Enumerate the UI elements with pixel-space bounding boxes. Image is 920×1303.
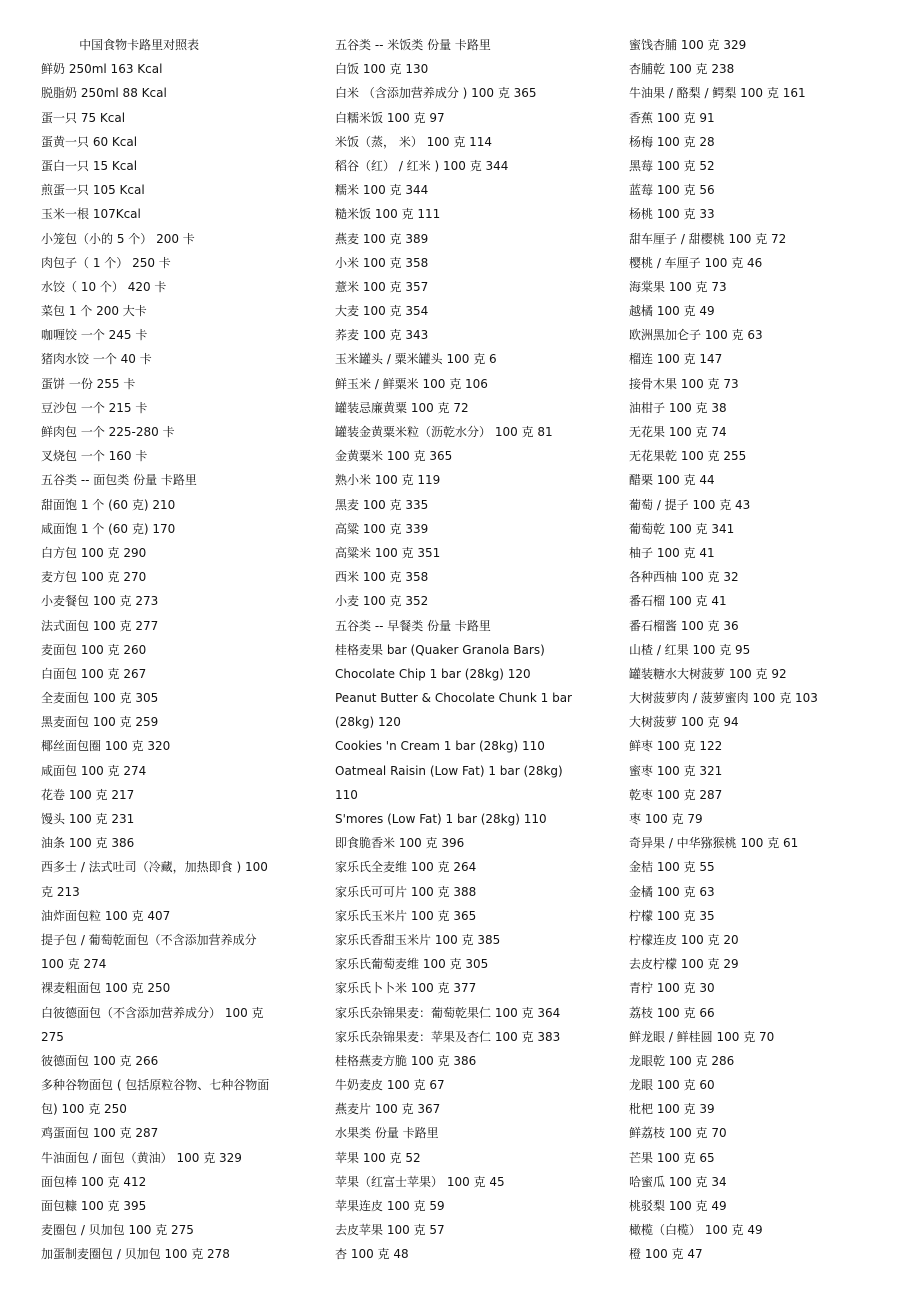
calorie-entry: 家乐氏杂锦果麦：葡萄乾果仁 100 克 364 (335, 1005, 561, 1020)
calorie-entry: 小米 100 克 358 (335, 255, 429, 270)
calorie-entry: 罐装糖水大树菠萝 100 克 92 (629, 666, 787, 681)
calorie-entry: 杏 100 克 48 (335, 1247, 409, 1262)
calorie-entry: 提子包 / 葡萄乾面包（不含添加营养成分 (41, 932, 257, 947)
calorie-entry: 高粱 100 克 339 (335, 521, 429, 536)
calorie-entry: 275 (41, 1029, 64, 1044)
calorie-entry: 桃驳梨 100 克 49 (629, 1199, 727, 1213)
calorie-entry: 玉米一根 107Kcal (41, 207, 141, 222)
calorie-entry: 菜包 1 个 200 大卡 (41, 304, 147, 319)
calorie-entry: (28kg) 120 (335, 715, 401, 730)
calorie-entry: 葡萄 / 提子 100 克 43 (629, 497, 751, 512)
calorie-entry: 白彼德面包（不含添加营养成分） 100 克 (41, 1005, 264, 1020)
calorie-entry: 杨桃 100 克 33 (629, 207, 715, 222)
calorie-entry: 油条 100 克 386 (41, 836, 135, 851)
calorie-entry: 花卷 100 克 217 (41, 787, 135, 802)
calorie-entry: 香蕉 100 克 91 (629, 110, 715, 125)
calorie-entry: 黑麦 100 克 335 (335, 497, 429, 512)
calorie-entry: 法式面包 100 克 277 (41, 618, 159, 633)
calorie-entry: 大麦 100 克 354 (335, 304, 429, 319)
calorie-entry: 家乐氏葡萄麦维 100 克 305 (335, 957, 489, 972)
calorie-entry: 金橘 100 克 63 (629, 884, 715, 899)
calorie-entry: 糯米 100 克 344 (335, 183, 429, 198)
calorie-entry: 薏米 100 克 357 (335, 279, 429, 294)
calorie-entry: 牛奶麦皮 100 克 67 (335, 1078, 445, 1093)
calorie-entry: Cookies 'n Cream 1 bar (28kg) 110 (335, 739, 545, 754)
calorie-entry: 110 (335, 787, 358, 802)
column-left (41, 33, 323, 1267)
calorie-entry: 鲜玉米 / 鲜粟米 100 克 106 (335, 376, 488, 391)
calorie-entry: 加蛋制麦圈包 / 贝加包 100 克 278 (41, 1247, 230, 1262)
calorie-entry: 柠檬 100 克 35 (629, 908, 715, 923)
calorie-entry: 彼德面包 100 克 266 (41, 1053, 159, 1068)
calorie-entry: Oatmeal Raisin (Low Fat) 1 bar (28kg) (335, 763, 563, 778)
calorie-entry: 白饭 100 克 130 (335, 62, 429, 77)
calorie-entry: 鲜肉包 一个 225-280 卡 (41, 425, 175, 439)
calorie-entry: 橄榄（白榄） 100 克 49 (629, 1223, 763, 1238)
calorie-entry: 橙 100 克 47 (629, 1247, 703, 1262)
calorie-entry: 猪肉水饺 一个 40 卡 (41, 352, 152, 367)
calorie-entry: 桂格麦果 bar (Quaker Granola Bars) (335, 642, 545, 657)
calorie-entry: 枣 100 克 79 (629, 812, 703, 826)
calorie-entry: 大树菠萝 100 克 94 (629, 715, 739, 730)
calorie-entry: 小麦餐包 100 克 273 (41, 594, 159, 609)
calorie-entry: 白方包 100 克 290 (41, 545, 147, 560)
calorie-entry: 煎蛋一只 105 Kcal (41, 183, 145, 198)
calorie-entry: 水果类 份量 卡路里 (335, 1126, 439, 1141)
calorie-entry: 甜车厘子 / 甜樱桃 100 克 72 (629, 231, 787, 246)
calorie-entry: 大树菠萝肉 / 菠萝蜜肉 100 克 103 (629, 691, 818, 706)
calorie-entry: 家乐氏杂锦果麦：苹果及杏仁 100 克 383 (335, 1029, 561, 1044)
calorie-entry: 海棠果 100 克 73 (629, 279, 727, 294)
calorie-entry: 金桔 100 克 55 (629, 860, 715, 875)
calorie-entry: 芒果 100 克 65 (629, 1150, 715, 1165)
calorie-entry: 即食脆香米 100 克 396 (335, 836, 465, 851)
calorie-entry: 麦面包 100 克 260 (41, 642, 147, 657)
calorie-entry: 咸面包 100 克 274 (41, 763, 147, 778)
calorie-entry: 白面包 100 克 267 (41, 666, 147, 681)
calorie-entry: 蜜枣 100 克 321 (629, 763, 723, 778)
calorie-entry: 罐装忌廉黄粟 100 克 72 (335, 400, 469, 415)
calorie-entry: 蜜饯杏脯 100 克 329 (629, 38, 747, 52)
calorie-entry: 糙米饭 100 克 111 (335, 207, 441, 222)
calorie-entry: 青柠 100 克 30 (629, 981, 715, 996)
calorie-entry: 欧洲黑加仑子 100 克 63 (629, 328, 763, 343)
calorie-entry: 全麦面包 100 克 305 (41, 691, 159, 706)
calorie-entry: 五谷类 -- 面包类 份量 卡路里 (41, 473, 197, 488)
calorie-entry: 油炸面包粒 100 克 407 (41, 908, 171, 923)
calorie-entry: 小笼包（小的 5 个） 200 卡 (41, 231, 195, 246)
calorie-entry: 葡萄乾 100 克 341 (629, 521, 735, 536)
calorie-entry: Chocolate Chip 1 bar (28kg) 120 (335, 666, 531, 681)
calorie-entry: 米饭（蒸， 米） 100 克 114 (335, 134, 493, 149)
calorie-entry: 奇异果 / 中华猕猴桃 100 克 61 (629, 836, 799, 851)
calorie-entry: 熟小米 100 克 119 (335, 473, 441, 488)
calorie-entry: 稻谷（红） / 红米 ) 100 克 344 (335, 158, 509, 173)
calorie-entry: S'mores (Low Fat) 1 bar (28kg) 110 (335, 812, 547, 826)
calorie-entry: 山楂 / 红果 100 克 95 (629, 642, 751, 657)
calorie-entry: 无花果 100 克 74 (629, 425, 727, 439)
calorie-entry: 荞麦 100 克 343 (335, 328, 429, 343)
calorie-entry: 枇杷 100 克 39 (629, 1102, 715, 1117)
calorie-entry: 脱脂奶 250ml 88 Kcal (41, 86, 167, 101)
calorie-entry: 家乐氏全麦维 100 克 264 (335, 860, 477, 875)
calorie-entry: 家乐氏玉米片 100 克 365 (335, 908, 477, 923)
calorie-entry: 100 克 274 (41, 957, 107, 972)
calorie-entry: 无花果乾 100 克 255 (629, 449, 747, 464)
calorie-entry: 苹果连皮 100 克 59 (335, 1199, 445, 1213)
calorie-entry: 蛋一只 75 Kcal (41, 110, 126, 125)
calorie-entry: 叉烧包 一个 160 卡 (41, 449, 148, 464)
calorie-entry: 蛋白一只 15 Kcal (41, 158, 138, 173)
calorie-entry: 裸麦粗面包 100 克 250 (41, 981, 171, 996)
calorie-entry: 面包糠 100 克 395 (41, 1199, 147, 1213)
calorie-entry: 蛋饼 一份 255 卡 (41, 376, 136, 391)
calorie-entry: 馒头 100 克 231 (41, 812, 135, 826)
calorie-entry: 醋栗 100 克 44 (629, 473, 715, 488)
calorie-entry: 番石榴酱 100 克 36 (629, 618, 739, 633)
calorie-entry: 咸面饱 1 个 (60 克) 170 (41, 521, 176, 536)
calorie-entry: 玉米罐头 / 粟米罐头 100 克 6 (335, 352, 497, 367)
calorie-entry: 去皮苹果 100 克 57 (335, 1223, 445, 1238)
calorie-entry: 哈蜜瓜 100 克 34 (629, 1174, 727, 1189)
calorie-entry: 龙眼乾 100 克 286 (629, 1053, 735, 1068)
calorie-entry: 鸡蛋面包 100 克 287 (41, 1126, 159, 1141)
calorie-entry: 鲜枣 100 克 122 (629, 739, 723, 754)
calorie-entry: 蛋黄一只 60 Kcal (41, 134, 138, 149)
calorie-entry: 罐装金黄粟米粒（沥乾水分） 100 克 81 (335, 425, 553, 439)
calorie-entry: 西多士 / 法式吐司（冷藏，加热即食 ) 100 (41, 860, 268, 875)
column-right (629, 33, 914, 1267)
calorie-entry: 杨梅 100 克 28 (629, 134, 715, 149)
calorie-entry: 五谷类 -- 早餐类 份量 卡路里 (335, 618, 491, 633)
calorie-entry: 面包棒 100 克 412 (41, 1174, 147, 1189)
calorie-entry: 荔枝 100 克 66 (629, 1005, 715, 1020)
calorie-entry: 燕麦片 100 克 367 (335, 1102, 441, 1117)
calorie-entry: 水饺（ 10 个） 420 卡 (41, 279, 167, 294)
calorie-entry: 家乐氏香甜玉米片 100 克 385 (335, 932, 501, 947)
calorie-entry: 鲜龙眼 / 鲜桂圆 100 克 70 (629, 1029, 775, 1044)
calorie-entry: 白米 （含添加营养成分 ) 100 克 365 (335, 86, 537, 101)
calorie-entry: 牛油面包 / 面包（黄油） 100 克 329 (41, 1150, 242, 1165)
calorie-entry: 麦圈包 / 贝加包 100 克 275 (41, 1223, 194, 1238)
calorie-entry: 肉包子（ 1 个） 250 卡 (41, 255, 171, 270)
calorie-entry: 黑莓 100 克 52 (629, 158, 715, 173)
calorie-entry: 柚子 100 克 41 (629, 545, 715, 560)
calorie-entry: 鲜奶 250ml 163 Kcal (41, 62, 163, 77)
document-title: 中国食物卡路里对照表 (41, 38, 200, 52)
column-middle (335, 33, 613, 1267)
calorie-entry: 家乐氏可可片 100 克 388 (335, 884, 477, 899)
calorie-entry: 油柑子 100 克 38 (629, 400, 727, 415)
calorie-entry: 樱桃 / 车厘子 100 克 46 (629, 255, 763, 270)
calorie-entry: 去皮柠檬 100 克 29 (629, 957, 739, 972)
calorie-entry: 五谷类 -- 米饭类 份量 卡路里 (335, 38, 491, 52)
calorie-entry: 苹果 100 克 52 (335, 1150, 421, 1165)
calorie-entry: 家乐氏卜卜米 100 克 377 (335, 981, 477, 996)
calorie-entry: 越橘 100 克 49 (629, 304, 715, 319)
calorie-entry: 苹果（红富士苹果） 100 克 45 (335, 1174, 505, 1189)
calorie-entry: 接骨木果 100 克 73 (629, 376, 739, 391)
calorie-entry: Peanut Butter & Chocolate Chunk 1 bar (335, 691, 572, 706)
calorie-entry: 榴连 100 克 147 (629, 352, 723, 367)
calorie-entry: 高粱米 100 克 351 (335, 545, 441, 560)
calorie-entry: 黑麦面包 100 克 259 (41, 715, 159, 730)
calorie-entry: 包) 100 克 250 (41, 1102, 127, 1117)
calorie-entry: 麦方包 100 克 270 (41, 570, 147, 585)
calorie-entry: 各种西柚 100 克 32 (629, 570, 739, 585)
calorie-entry: 番石榴 100 克 41 (629, 594, 727, 609)
calorie-entry: 乾枣 100 克 287 (629, 787, 723, 802)
calorie-entry: 西米 100 克 358 (335, 570, 429, 585)
calorie-entry: 豆沙包 一个 215 卡 (41, 400, 148, 415)
calorie-entry: 甜面饱 1 个 (60 克) 210 (41, 497, 176, 512)
calorie-entry: 多种谷物面包 ( 包括原粒谷物、七种谷物面 (41, 1078, 270, 1093)
calorie-entry: 蓝莓 100 克 56 (629, 183, 715, 198)
calorie-entry: 克 213 (41, 884, 80, 899)
calorie-entry: 桂格燕麦方脆 100 克 386 (335, 1053, 477, 1068)
calorie-entry: 杏脯乾 100 克 238 (629, 62, 735, 77)
calorie-entry: 金黄粟米 100 克 365 (335, 449, 453, 464)
calorie-entry: 鲜荔枝 100 克 70 (629, 1126, 727, 1141)
calorie-entry: 椰丝面包圈 100 克 320 (41, 739, 171, 754)
calorie-entry: 柠檬连皮 100 克 20 (629, 932, 739, 947)
calorie-entry: 咖喱饺 一个 245 卡 (41, 328, 148, 343)
calorie-entry: 牛油果 / 酪梨 / 鳄梨 100 克 161 (629, 86, 806, 101)
calorie-entry: 小麦 100 克 352 (335, 594, 429, 609)
calorie-entry: 龙眼 100 克 60 (629, 1078, 715, 1093)
calorie-entry: 燕麦 100 克 389 (335, 231, 429, 246)
calorie-entry: 白糯米饭 100 克 97 (335, 110, 445, 125)
